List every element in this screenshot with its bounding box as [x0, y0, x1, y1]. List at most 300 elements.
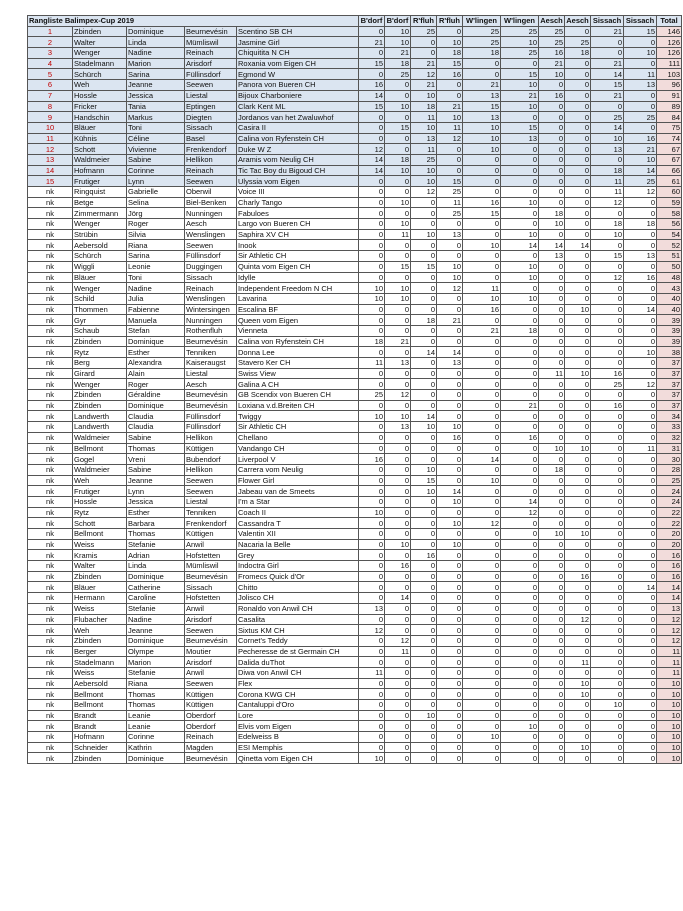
- points-cell: 0: [463, 272, 501, 283]
- points-cell: 0: [591, 464, 624, 475]
- points-cell: 0: [591, 432, 624, 443]
- points-cell: 0: [501, 486, 539, 497]
- points-cell: 0: [591, 571, 624, 582]
- points-cell: 0: [591, 283, 624, 294]
- points-cell: 0: [501, 529, 539, 540]
- total-cell: 39: [657, 315, 682, 326]
- horse-cell: Ronaldo von Anwil CH: [237, 603, 359, 614]
- points-cell: 0: [411, 614, 437, 625]
- town-cell: Liestal: [185, 368, 237, 379]
- points-cell: 13: [501, 133, 539, 144]
- points-cell: 0: [463, 614, 501, 625]
- last-name-cell: Fricker: [73, 101, 127, 112]
- table-row: [28, 58, 682, 69]
- points-cell: 0: [411, 48, 437, 59]
- horse-cell: Tic Tac Boy du Bigoud CH: [237, 165, 359, 176]
- horse-cell: I'm a Star: [237, 496, 359, 507]
- town-cell: Seewen: [185, 176, 237, 187]
- first-name-cell: Linda: [127, 37, 185, 48]
- rank-cell: nk: [28, 529, 73, 540]
- points-cell: 0: [411, 454, 437, 465]
- total-cell: 10: [657, 753, 682, 764]
- column-header: Aesch: [540, 16, 563, 26]
- points-cell: 14: [501, 496, 539, 507]
- points-cell: 0: [539, 614, 565, 625]
- points-cell: 0: [501, 539, 539, 550]
- horse-cell: Elvis vom Eigen: [237, 721, 359, 732]
- points-cell: 0: [437, 593, 463, 604]
- town-cell: Hellikon: [185, 432, 237, 443]
- points-cell: 15: [501, 69, 539, 80]
- rank-cell: nk: [28, 208, 73, 219]
- points-cell: 21: [501, 400, 539, 411]
- points-cell: 12: [624, 187, 657, 198]
- points-cell: 0: [624, 101, 657, 112]
- points-cell: 0: [624, 90, 657, 101]
- first-name-cell: Sabine: [127, 432, 185, 443]
- horse-cell: Fromecs Quick d'Or: [237, 571, 359, 582]
- rank-cell: nk: [28, 721, 73, 732]
- points-cell: 0: [411, 571, 437, 582]
- points-cell: 0: [565, 358, 591, 369]
- points-cell: 0: [591, 742, 624, 753]
- points-cell: 0: [411, 283, 437, 294]
- points-cell: 21: [539, 58, 565, 69]
- last-name-cell: Zbinden: [73, 400, 127, 411]
- points-cell: 0: [624, 240, 657, 251]
- points-cell: 16: [411, 550, 437, 561]
- points-cell: 0: [591, 325, 624, 336]
- points-cell: 0: [565, 390, 591, 401]
- total-cell: 32: [657, 432, 682, 443]
- points-cell: 10: [624, 154, 657, 165]
- last-name-cell: Bellmont: [73, 529, 127, 540]
- total-cell: 33: [657, 422, 682, 433]
- last-name-cell: Zbinden: [73, 635, 127, 646]
- points-cell: 10: [385, 411, 411, 422]
- points-cell: 0: [591, 753, 624, 764]
- points-cell: 12: [385, 635, 411, 646]
- first-name-cell: Stefanie: [127, 603, 185, 614]
- points-cell: 0: [359, 496, 385, 507]
- points-cell: 10: [565, 678, 591, 689]
- points-cell: 0: [539, 742, 565, 753]
- points-cell: 10: [411, 710, 437, 721]
- points-cell: 0: [385, 667, 411, 678]
- last-name-cell: Hofmann: [73, 165, 127, 176]
- points-cell: 14: [411, 411, 437, 422]
- table-row: [28, 507, 682, 518]
- points-cell: 0: [539, 432, 565, 443]
- points-cell: 10: [591, 133, 624, 144]
- table-row: [28, 646, 682, 657]
- points-cell: 0: [385, 529, 411, 540]
- points-cell: 0: [411, 443, 437, 454]
- points-cell: 16: [359, 454, 385, 465]
- total-cell: 25: [657, 475, 682, 486]
- rank-cell: nk: [28, 603, 73, 614]
- points-cell: 21: [359, 37, 385, 48]
- points-cell: 0: [463, 464, 501, 475]
- points-cell: 0: [565, 667, 591, 678]
- rank-cell: nk: [28, 561, 73, 572]
- first-name-cell: Céline: [127, 133, 185, 144]
- points-cell: 12: [565, 614, 591, 625]
- points-cell: 0: [463, 742, 501, 753]
- points-cell: 0: [437, 753, 463, 764]
- table-row: [28, 80, 682, 91]
- last-name-cell: Aebersold: [73, 240, 127, 251]
- points-cell: 12: [385, 390, 411, 401]
- points-cell: 15: [501, 122, 539, 133]
- table-row: [28, 710, 682, 721]
- points-cell: 0: [539, 347, 565, 358]
- points-cell: 0: [501, 176, 539, 187]
- points-cell: 0: [411, 561, 437, 572]
- horse-cell: Valentin XII: [237, 529, 359, 540]
- points-cell: 0: [565, 325, 591, 336]
- points-cell: 0: [437, 411, 463, 422]
- points-cell: 0: [591, 582, 624, 593]
- rank-cell: 12: [28, 144, 73, 155]
- total-cell: 12: [657, 614, 682, 625]
- first-name-cell: Roger: [127, 219, 185, 230]
- last-name-cell: Aebersold: [73, 678, 127, 689]
- points-cell: 0: [539, 293, 565, 304]
- points-cell: 0: [437, 219, 463, 230]
- points-cell: 13: [624, 251, 657, 262]
- town-cell: Anwil: [185, 667, 237, 678]
- points-cell: 0: [385, 208, 411, 219]
- last-name-cell: Frutiger: [73, 176, 127, 187]
- results-table: [27, 15, 682, 764]
- table-row: [28, 90, 682, 101]
- points-cell: 0: [591, 593, 624, 604]
- points-cell: 0: [411, 208, 437, 219]
- points-cell: 10: [437, 112, 463, 123]
- points-cell: 0: [411, 272, 437, 283]
- town-cell: Liestal: [185, 496, 237, 507]
- rank-cell: nk: [28, 400, 73, 411]
- last-name-cell: Schürch: [73, 251, 127, 262]
- horse-cell: Roxania vom Eigen CH: [237, 58, 359, 69]
- points-cell: 0: [624, 625, 657, 636]
- horse-cell: Corona KWG CH: [237, 689, 359, 700]
- points-cell: 0: [591, 208, 624, 219]
- town-cell: Hofstetten: [185, 550, 237, 561]
- points-cell: 0: [624, 400, 657, 411]
- points-cell: 16: [591, 400, 624, 411]
- points-cell: 0: [501, 315, 539, 326]
- points-cell: 0: [591, 443, 624, 454]
- points-cell: 0: [591, 48, 624, 59]
- table-row: [28, 304, 682, 315]
- last-name-cell: Walter: [73, 37, 127, 48]
- points-cell: 0: [359, 112, 385, 123]
- column-header: R'fluh: [437, 16, 463, 27]
- points-cell: 0: [385, 272, 411, 283]
- town-cell: Seewen: [185, 678, 237, 689]
- points-cell: 0: [359, 400, 385, 411]
- rank-cell: nk: [28, 486, 73, 497]
- rank-cell: 7: [28, 90, 73, 101]
- town-cell: Beurnevésin: [185, 753, 237, 764]
- points-cell: 10: [411, 165, 437, 176]
- points-cell: 0: [385, 518, 411, 529]
- points-cell: 14: [411, 347, 437, 358]
- points-cell: 15: [411, 475, 437, 486]
- points-cell: 0: [359, 635, 385, 646]
- points-cell: 0: [501, 657, 539, 668]
- points-cell: 0: [539, 411, 565, 422]
- column-header: R'fluh: [411, 16, 437, 27]
- column-header: Aesch: [566, 16, 589, 26]
- points-cell: 0: [411, 667, 437, 678]
- points-cell: 10: [437, 37, 463, 48]
- points-cell: 12: [411, 187, 437, 198]
- first-name-cell: Thomas: [127, 689, 185, 700]
- table-row: [28, 689, 682, 700]
- points-cell: 0: [411, 657, 437, 668]
- town-cell: Reinach: [185, 283, 237, 294]
- points-cell: 0: [624, 432, 657, 443]
- points-cell: 0: [591, 657, 624, 668]
- points-cell: 0: [437, 625, 463, 636]
- points-cell: 0: [565, 315, 591, 326]
- points-cell: 25: [359, 390, 385, 401]
- points-cell: 0: [624, 732, 657, 743]
- table-row: [28, 657, 682, 668]
- table-row: [28, 37, 682, 48]
- points-cell: 0: [385, 507, 411, 518]
- first-name-cell: Claudia: [127, 411, 185, 422]
- town-cell: Basel: [185, 133, 237, 144]
- points-cell: 0: [591, 358, 624, 369]
- points-cell: 0: [539, 732, 565, 743]
- first-name-cell: Jeanne: [127, 80, 185, 91]
- points-cell: 0: [437, 667, 463, 678]
- points-cell: 0: [565, 101, 591, 112]
- points-cell: 0: [591, 550, 624, 561]
- points-cell: 0: [385, 90, 411, 101]
- points-cell: 0: [539, 315, 565, 326]
- points-cell: 0: [501, 187, 539, 198]
- points-cell: 0: [463, 603, 501, 614]
- total-cell: 126: [657, 37, 682, 48]
- table-row: [28, 475, 682, 486]
- table-row: [28, 614, 682, 625]
- points-cell: 10: [437, 518, 463, 529]
- first-name-cell: Tania: [127, 101, 185, 112]
- first-name-cell: Leonie: [127, 261, 185, 272]
- points-cell: 15: [385, 261, 411, 272]
- rank-cell: 5: [28, 69, 73, 80]
- rank-cell: 3: [28, 48, 73, 59]
- points-cell: 0: [463, 69, 501, 80]
- total-cell: 37: [657, 379, 682, 390]
- points-cell: 0: [463, 187, 501, 198]
- first-name-cell: Marion: [127, 657, 185, 668]
- points-cell: 0: [437, 165, 463, 176]
- points-cell: 12: [359, 144, 385, 155]
- points-cell: 0: [359, 742, 385, 753]
- rank-cell: 8: [28, 101, 73, 112]
- last-name-cell: Wenger: [73, 48, 127, 59]
- last-name-cell: Hofmann: [73, 732, 127, 743]
- points-cell: 13: [591, 144, 624, 155]
- points-cell: 10: [385, 197, 411, 208]
- rank-cell: 9: [28, 112, 73, 123]
- first-name-cell: Markus: [127, 112, 185, 123]
- total-cell: 126: [657, 48, 682, 59]
- points-cell: 0: [411, 507, 437, 518]
- points-cell: 11: [539, 368, 565, 379]
- points-cell: 0: [359, 272, 385, 283]
- town-cell: Seewen: [185, 240, 237, 251]
- last-name-cell: Hermann: [73, 593, 127, 604]
- town-cell: Diegten: [185, 112, 237, 123]
- first-name-cell: Géraldine: [127, 390, 185, 401]
- points-cell: 11: [359, 358, 385, 369]
- points-cell: 0: [411, 753, 437, 764]
- town-cell: Duggingen: [185, 261, 237, 272]
- town-cell: Seewen: [185, 475, 237, 486]
- rank-cell: nk: [28, 518, 73, 529]
- points-cell: 0: [437, 603, 463, 614]
- points-cell: 0: [501, 208, 539, 219]
- points-cell: 0: [463, 529, 501, 540]
- points-cell: 0: [437, 390, 463, 401]
- last-name-cell: Weh: [73, 475, 127, 486]
- town-cell: Seewen: [185, 80, 237, 91]
- points-cell: 0: [591, 507, 624, 518]
- points-cell: 0: [359, 304, 385, 315]
- points-cell: 25: [463, 37, 501, 48]
- rank-cell: 13: [28, 154, 73, 165]
- column-header: W'lingen: [463, 16, 501, 27]
- table-row: [28, 154, 682, 165]
- points-cell: 0: [624, 293, 657, 304]
- points-cell: 0: [463, 390, 501, 401]
- last-name-cell: Wenger: [73, 219, 127, 230]
- total-cell: 103: [657, 69, 682, 80]
- points-cell: 10: [359, 753, 385, 764]
- points-cell: 0: [624, 753, 657, 764]
- points-cell: 13: [463, 90, 501, 101]
- rank-cell: nk: [28, 507, 73, 518]
- points-cell: 0: [501, 219, 539, 230]
- points-cell: 0: [359, 187, 385, 198]
- table-row: [28, 229, 682, 240]
- points-cell: 0: [565, 187, 591, 198]
- points-cell: 0: [437, 251, 463, 262]
- points-cell: 16: [501, 432, 539, 443]
- points-cell: 21: [591, 26, 624, 37]
- horse-cell: Grey: [237, 550, 359, 561]
- last-name-cell: Hossle: [73, 90, 127, 101]
- horse-cell: Sir Athletic CH: [237, 251, 359, 262]
- first-name-cell: Toni: [127, 122, 185, 133]
- points-cell: 0: [411, 390, 437, 401]
- total-cell: 67: [657, 154, 682, 165]
- points-cell: 0: [624, 229, 657, 240]
- points-cell: 0: [591, 304, 624, 315]
- points-cell: 0: [437, 561, 463, 572]
- points-cell: 0: [501, 304, 539, 315]
- points-cell: 0: [565, 112, 591, 123]
- points-cell: 10: [437, 261, 463, 272]
- points-cell: 0: [539, 358, 565, 369]
- first-name-cell: Vreni: [127, 454, 185, 465]
- points-cell: 0: [624, 261, 657, 272]
- rank-cell: nk: [28, 293, 73, 304]
- points-cell: 0: [539, 486, 565, 497]
- points-cell: 0: [385, 742, 411, 753]
- town-cell: Oberwil: [185, 187, 237, 198]
- points-cell: 0: [565, 261, 591, 272]
- rank-cell: nk: [28, 261, 73, 272]
- points-cell: 0: [539, 336, 565, 347]
- points-cell: 0: [359, 122, 385, 133]
- table-row: [28, 283, 682, 294]
- points-cell: 0: [411, 219, 437, 230]
- points-cell: 12: [359, 625, 385, 636]
- first-name-cell: Jörg: [127, 208, 185, 219]
- points-cell: 0: [565, 475, 591, 486]
- points-cell: 0: [624, 486, 657, 497]
- first-name-cell: Jeanne: [127, 475, 185, 486]
- points-cell: 0: [501, 443, 539, 454]
- horse-cell: Sixtus KM CH: [237, 625, 359, 636]
- horse-cell: Calina von Ryfenstein CH: [237, 133, 359, 144]
- town-cell: Aesch: [185, 219, 237, 230]
- points-cell: 0: [411, 251, 437, 262]
- horse-cell: Donna Lee: [237, 347, 359, 358]
- town-cell: Reinach: [185, 732, 237, 743]
- points-cell: 14: [624, 165, 657, 176]
- town-cell: Tenniken: [185, 347, 237, 358]
- last-name-cell: Zimmermann: [73, 208, 127, 219]
- points-cell: 10: [501, 101, 539, 112]
- table-row: [28, 593, 682, 604]
- points-cell: 14: [463, 454, 501, 465]
- last-name-cell: Schott: [73, 518, 127, 529]
- points-cell: 0: [463, 710, 501, 721]
- points-cell: 0: [565, 122, 591, 133]
- points-cell: 0: [359, 229, 385, 240]
- points-cell: 10: [501, 197, 539, 208]
- town-cell: Frenkendorf: [185, 144, 237, 155]
- first-name-cell: Lynn: [127, 176, 185, 187]
- points-cell: 0: [411, 240, 437, 251]
- points-cell: 0: [501, 358, 539, 369]
- table-row: [28, 422, 682, 433]
- points-cell: 0: [539, 603, 565, 614]
- points-cell: 0: [624, 336, 657, 347]
- points-cell: 0: [624, 422, 657, 433]
- total-cell: 10: [657, 732, 682, 743]
- horse-cell: Edelweiss B: [237, 732, 359, 743]
- points-cell: 0: [385, 454, 411, 465]
- points-cell: 0: [565, 26, 591, 37]
- points-cell: 0: [624, 678, 657, 689]
- first-name-cell: Roger: [127, 379, 185, 390]
- points-cell: 0: [565, 272, 591, 283]
- first-name-cell: Sabine: [127, 154, 185, 165]
- points-cell: 0: [591, 721, 624, 732]
- points-cell: 0: [463, 336, 501, 347]
- total-cell: 58: [657, 208, 682, 219]
